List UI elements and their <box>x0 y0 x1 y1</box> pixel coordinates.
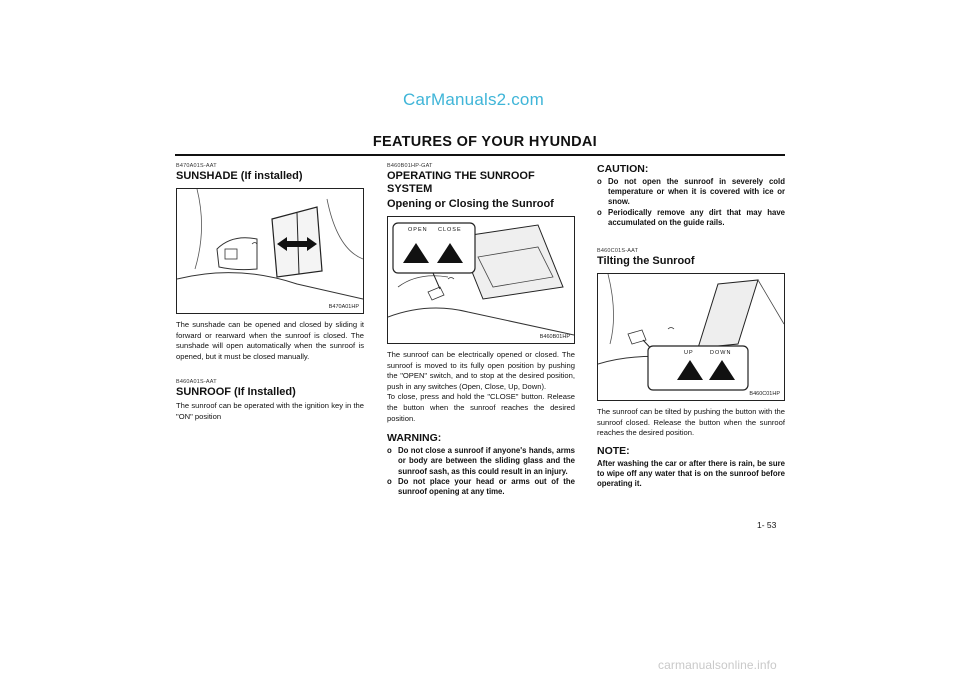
section-code: B460B01HP-GAT <box>387 163 433 169</box>
open-switch-label: OPEN <box>408 227 428 233</box>
bullet: o <box>597 177 602 186</box>
sunshade-heading: SUNSHADE (If installed) <box>176 170 303 182</box>
page-header <box>175 132 785 156</box>
close-switch-label: CLOSE <box>438 227 462 233</box>
warning-list <box>387 446 575 497</box>
section-code: B470A01S-AAT <box>176 163 217 169</box>
page-title: FEATURES OF YOUR HYUNDAI <box>372 134 597 150</box>
figure-label: B460B01HP <box>539 334 570 340</box>
caution-title: CAUTION: <box>597 163 649 175</box>
column-left <box>176 163 364 423</box>
page-number: 1- 53 <box>757 520 777 530</box>
bullet: o <box>597 207 602 217</box>
note-body: After washing the car or after there is rain, be sure to wipe off any water that is on the sunroof before operating it. <box>597 458 785 489</box>
tilt-body: The sunroof can be tilted by pushing the button with the sunroof closed. Release the button when the sunroof reaches the desired position. <box>597 407 785 438</box>
open-close-body-2: To close, press and hold the "CLOSE" button. Release the button when the sunroof reaches the desired position. <box>387 392 575 423</box>
sunroof-body: The sunroof can be operated with the ignition key in the "ON" position <box>176 401 364 421</box>
note-title: NOTE: <box>597 444 630 457</box>
caution-list <box>597 177 785 228</box>
figure-label: B460C01HP <box>749 391 780 398</box>
watermark-carmanualsonline: carmanualsonline.info <box>658 658 777 672</box>
warning-text: Do not close a sunroof if anyone's hands, arms or body are between the sliding glass and the sunroof sash, as this could result in an injury. <box>398 446 575 476</box>
list-item <box>387 477 575 497</box>
caution-text: Periodically remove any dirt that may have accumulated on the guide rails. <box>608 207 785 227</box>
sunshade-illustration <box>177 189 363 313</box>
column-middle <box>387 163 575 497</box>
opening-closing-heading: Opening or Closing the Sunroof <box>387 198 554 210</box>
warning-text: Do not place your head or arms out of the sunroof opening at any time. <box>398 476 575 496</box>
bullet: o <box>387 446 392 456</box>
sunroof-heading: SUNROOF (If Installed) <box>176 386 296 399</box>
down-switch-label: DOWN <box>710 350 732 357</box>
watermark-carmanuals2: CarManuals2.com <box>403 90 544 109</box>
tilt-figure <box>597 273 785 401</box>
sunshade-figure <box>176 188 364 314</box>
open-close-body: The sunroof can be electrically opened or closed. The sunroof is moved to its fully open position by pushing the "OPEN" switch, and to stop at the desired position, push in any switches (Open, Close, Up, Down). <box>387 350 575 391</box>
list-item <box>597 208 785 228</box>
operating-heading: OPERATING THE SUNROOF SYSTEM <box>387 170 535 195</box>
tilt-illustration <box>598 274 784 400</box>
figure-label: B470A01HP <box>328 304 359 310</box>
list-item <box>387 446 575 477</box>
open-close-illustration <box>388 217 574 343</box>
list-item <box>597 177 785 208</box>
open-close-figure <box>387 216 575 344</box>
warning-title: WARNING: <box>387 432 442 445</box>
bullet: o <box>387 476 392 486</box>
section-code: B460A01S-AAT <box>176 379 217 386</box>
section-code: B460C01S-AAT <box>597 248 639 255</box>
caution-text: Do not open the sunroof in severely cold temperature or when it is covered with ice or snow. <box>608 177 785 207</box>
up-switch-label: UP <box>684 350 694 357</box>
sunshade-body: The sunshade can be opened and closed by sliding it forward or rearward when the sunroof is closed. The sunshade will open automatically when the sunroof is opened, but it must be closed manually. <box>176 320 364 361</box>
column-right <box>597 163 785 489</box>
tilting-heading: Tilting the Sunroof <box>597 255 695 268</box>
